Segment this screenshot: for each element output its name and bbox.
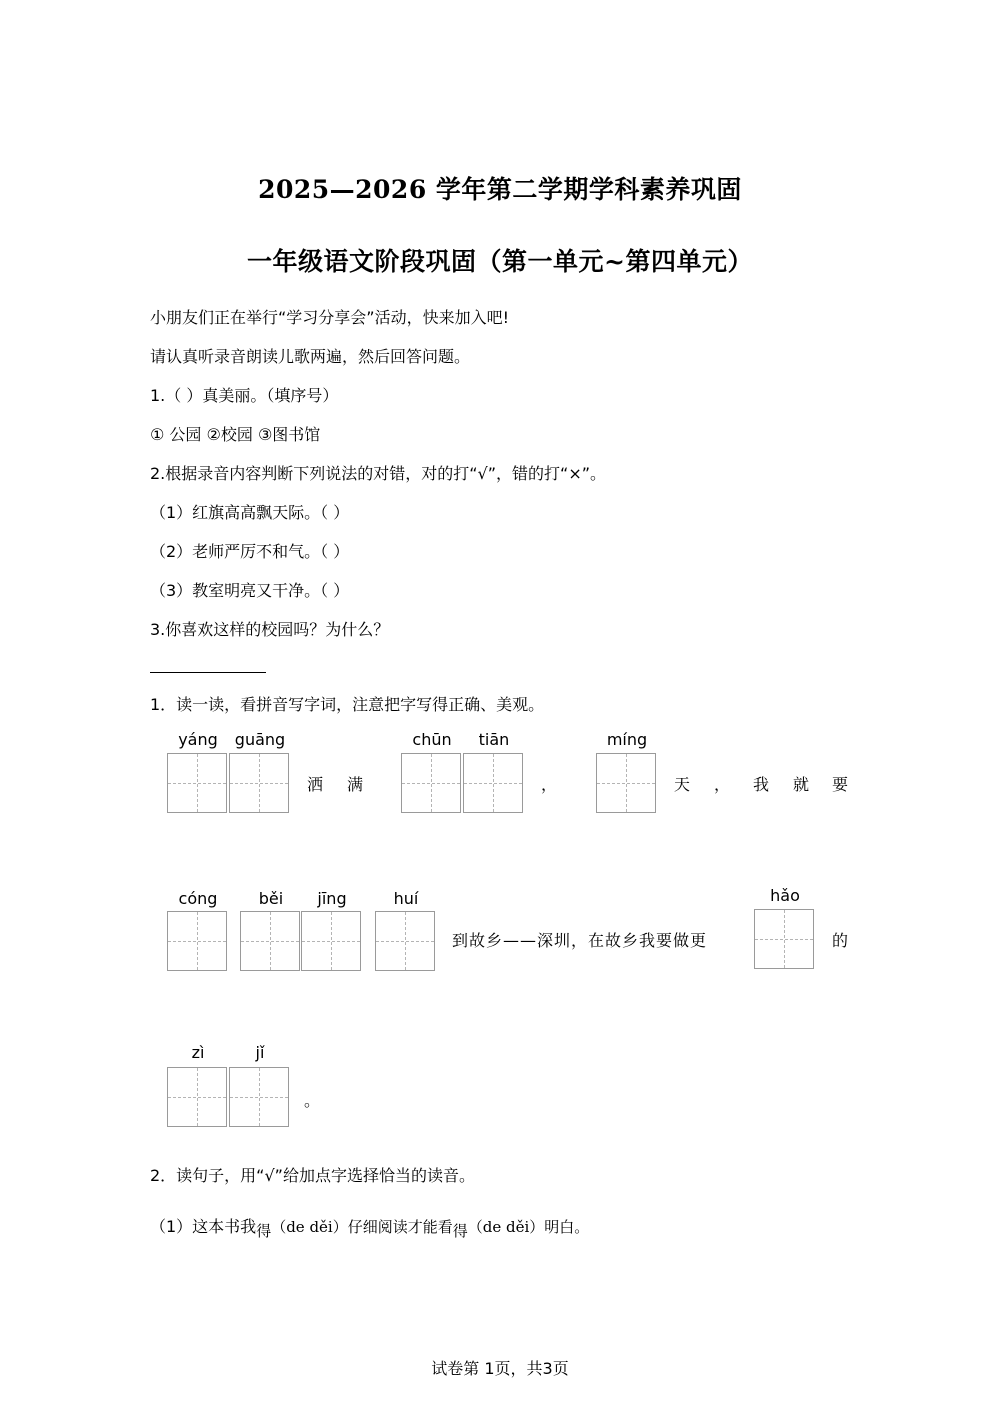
- writing-box[interactable]: [167, 1067, 227, 1127]
- intro-line-1: 小朋友们正在举行“学习分享会”活动，快来加入吧!: [150, 308, 509, 327]
- question-2-item-2: （2）老师严厉不和气。（ ）: [150, 542, 350, 561]
- pinyin-jing: jīng: [317, 889, 347, 908]
- pinyin-hao: hǎo: [770, 886, 800, 905]
- question-1-options: ① 公园 ②校园 ③图书馆: [150, 425, 321, 444]
- dotted-char-de-1: 得: [256, 1222, 272, 1240]
- writing-box[interactable]: [754, 909, 814, 969]
- pinyin-hui: huí: [393, 889, 419, 908]
- exam-title: 2025—2026 学年第二学期学科素养巩固: [258, 175, 742, 204]
- text-jiu: 就: [793, 775, 812, 794]
- writing-box[interactable]: [229, 753, 289, 813]
- page-footer: 试卷第 1页，共3页: [431, 1359, 569, 1378]
- text-dao-gu-xiang: 到故乡——深圳，在故乡我要做更: [452, 931, 708, 950]
- intro-line-2: 请认真听录音朗读儿歌两遍，然后回答问题。: [150, 347, 471, 366]
- text-tian: 天: [674, 775, 693, 794]
- text-man: 满: [347, 775, 366, 794]
- writing-box[interactable]: [229, 1067, 289, 1127]
- text-wo: 我: [753, 775, 772, 794]
- writing-box[interactable]: [401, 753, 461, 813]
- text-de: 的: [832, 931, 851, 950]
- sentence-part-1: （1）这本书我: [150, 1217, 257, 1236]
- text-sa: 洒: [307, 775, 326, 794]
- pinyin-bei: běi: [258, 889, 284, 908]
- writing-box[interactable]: [375, 911, 435, 971]
- exam-subtitle: 一年级语文阶段巩固（第一单元~第四单元）: [247, 247, 753, 276]
- question-1: 1.（ ）真美丽。（填序号）: [150, 386, 339, 405]
- sentence-part-3: （de děi）明白。: [467, 1218, 590, 1236]
- writing-box[interactable]: [301, 911, 361, 971]
- text-yao: 要: [832, 775, 851, 794]
- pinyin-ji: jǐ: [255, 1043, 265, 1062]
- pinyin-zi: zì: [191, 1043, 205, 1062]
- pinyin-ming: míng: [606, 730, 648, 749]
- pinyin-yang: yáng: [178, 730, 218, 749]
- pinyin-tian: tiān: [478, 730, 510, 749]
- section-1-heading: 1．读一读，看拼音写字词，注意把字写得正确、美观。: [150, 695, 545, 714]
- question-2: 2.根据录音内容判断下列说法的对错，对的打“√”，错的打“×”。: [150, 464, 607, 483]
- text-comma-2: ，: [714, 775, 733, 794]
- writing-box[interactable]: [463, 753, 523, 813]
- section-2-heading: 2．读句子，用“√”给加点字选择恰当的读音。: [150, 1166, 475, 1185]
- answer-line: [150, 672, 266, 673]
- question-2-item-3: （3）教室明亮又干净。（ ）: [150, 581, 350, 600]
- dotted-char-de-2: 得: [452, 1222, 468, 1240]
- text-period: 。: [304, 1091, 323, 1110]
- writing-box[interactable]: [167, 911, 227, 971]
- pinyin-cong: cóng: [178, 889, 218, 908]
- section-2-sentence: [150, 1214, 590, 1240]
- writing-box[interactable]: [167, 753, 227, 813]
- text-comma: ，: [541, 775, 560, 794]
- pinyin-chun: chūn: [412, 730, 452, 749]
- writing-box[interactable]: [240, 911, 300, 971]
- question-3: 3.你喜欢这样的校园吗？为什么？: [150, 620, 390, 639]
- writing-box[interactable]: [596, 753, 656, 813]
- pinyin-guang: guāng: [234, 730, 286, 749]
- sentence-part-2: （de děi）仔细阅读才能看: [271, 1218, 453, 1236]
- question-2-item-1: （1）红旗高高飘天际。（ ）: [150, 503, 350, 522]
